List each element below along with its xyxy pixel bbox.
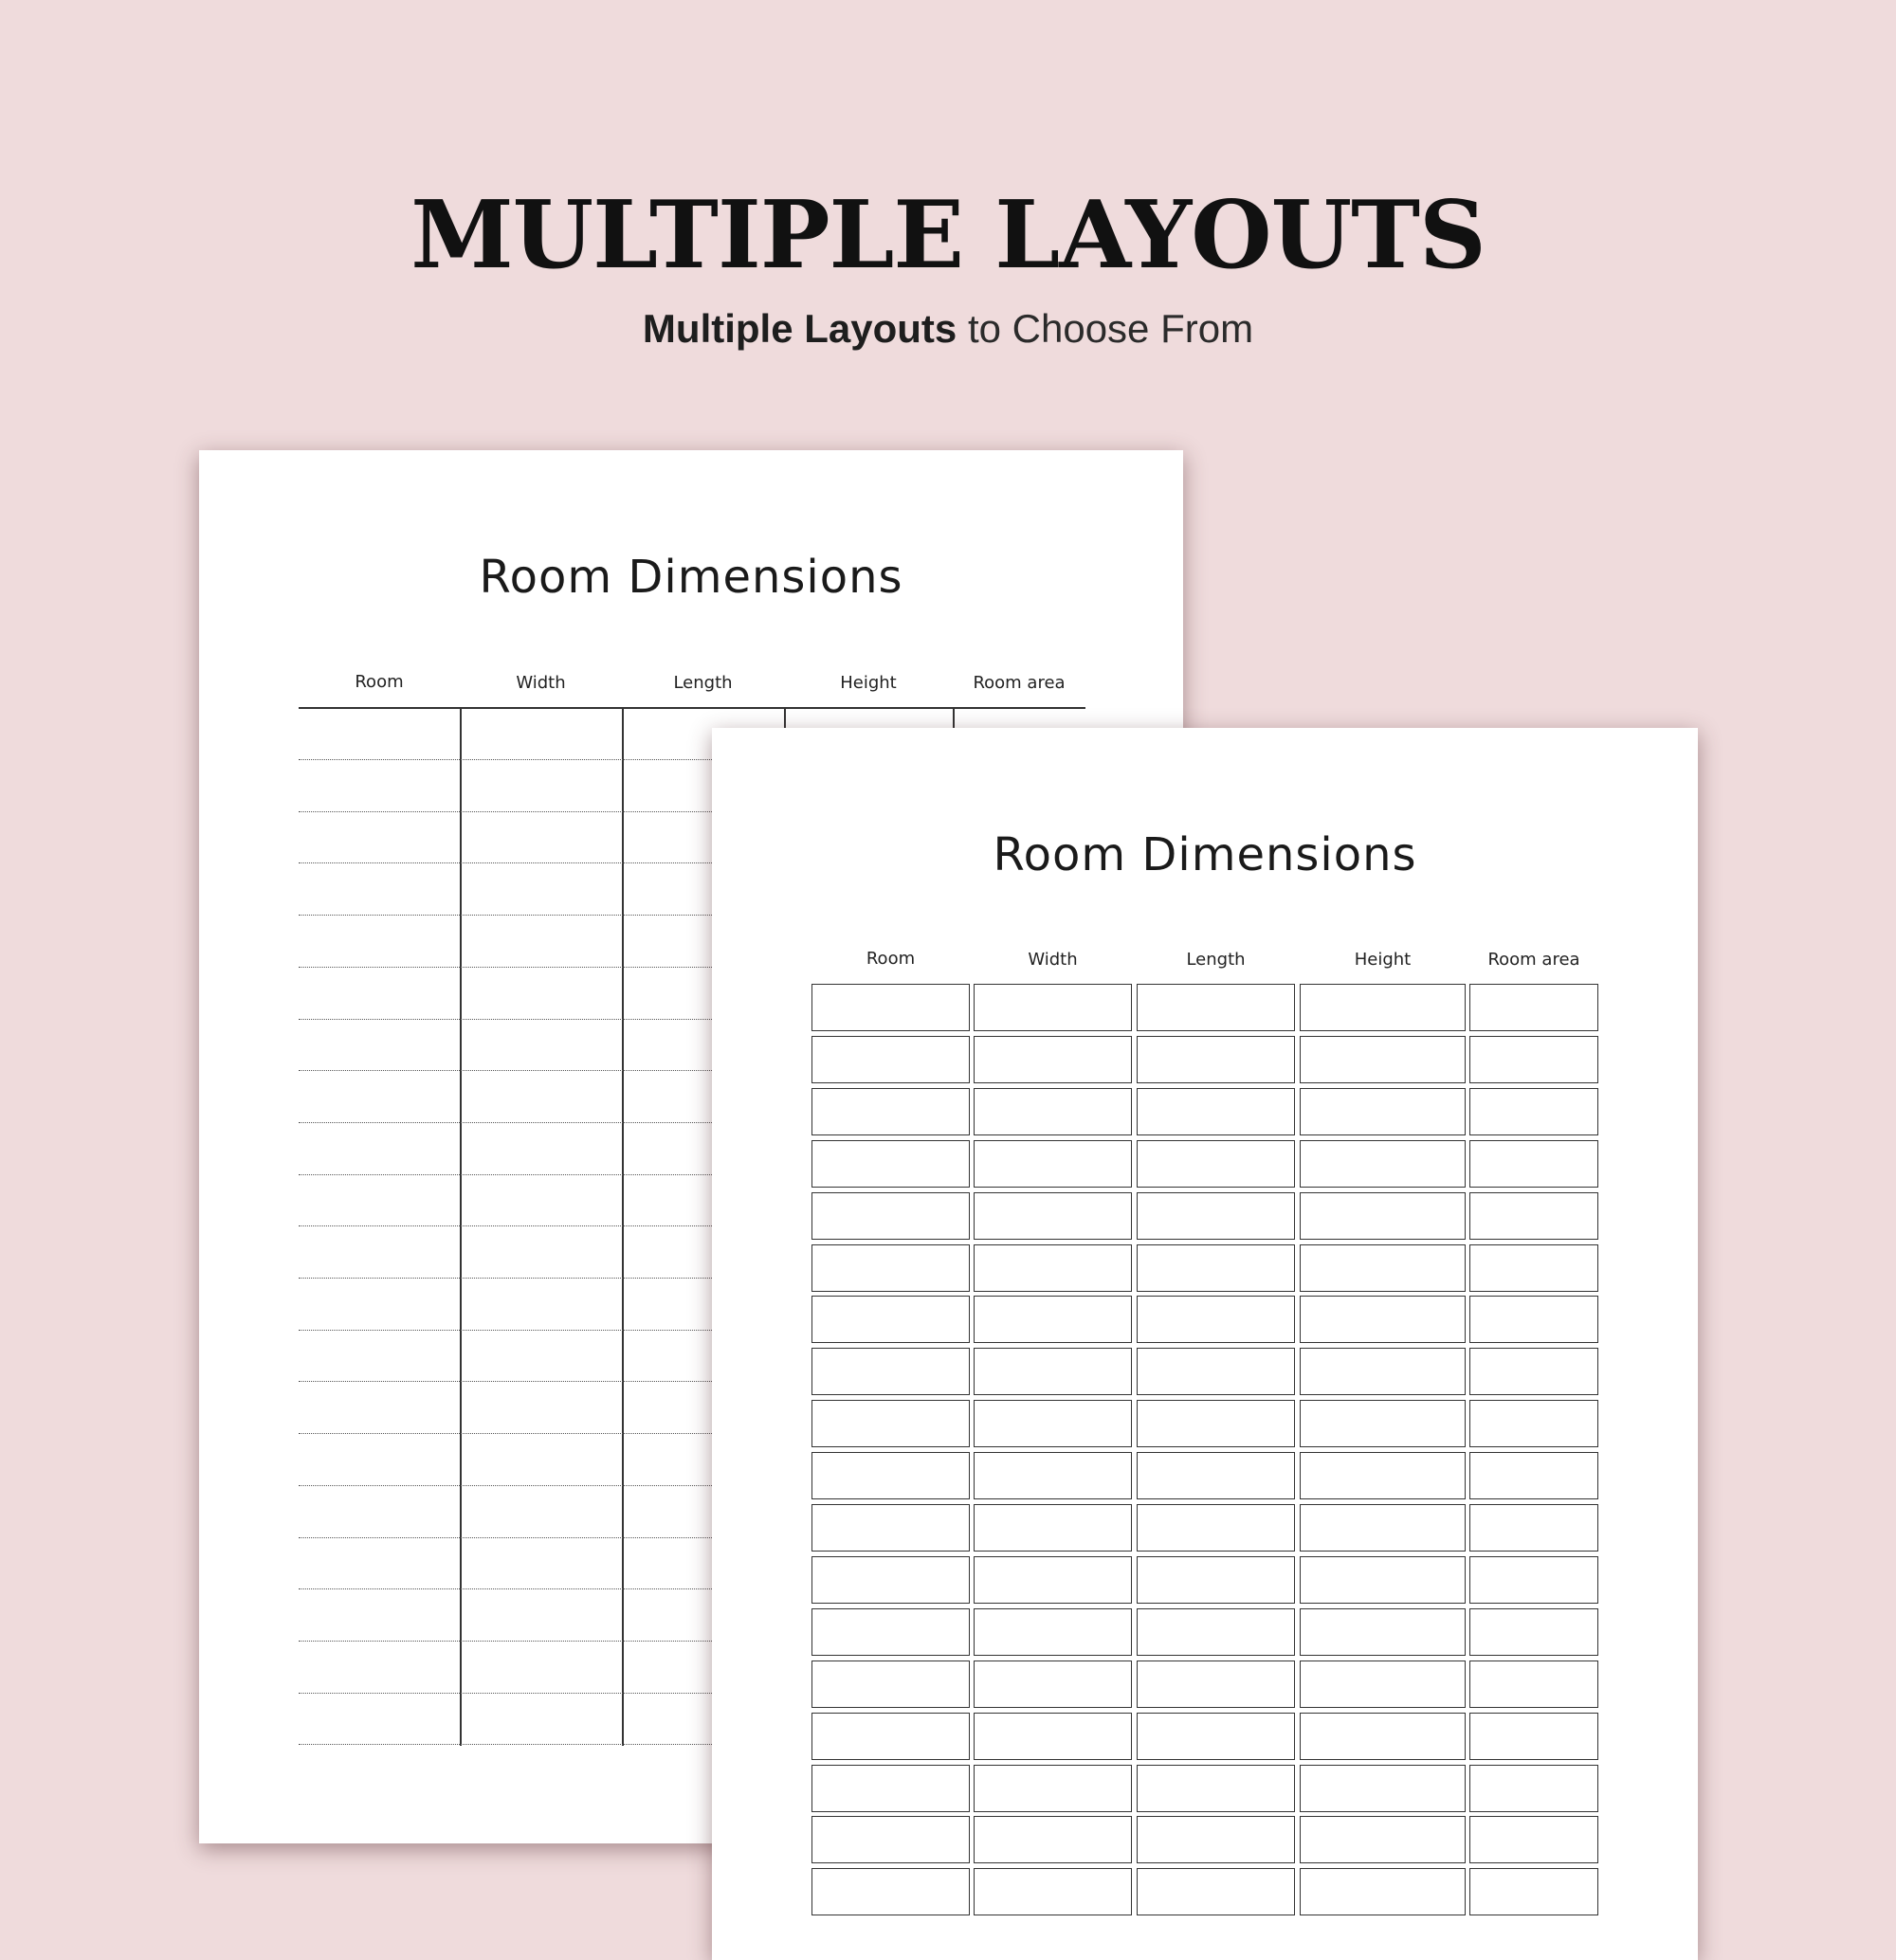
table-cell: [974, 1661, 1132, 1708]
table-cell: [811, 1192, 970, 1240]
table-cell: [1469, 1140, 1598, 1188]
table-cell: [811, 1036, 970, 1083]
table-cell: [811, 1140, 970, 1188]
table-cell: [1300, 1088, 1466, 1135]
table-cell: [1469, 1765, 1598, 1812]
table-cell: [974, 1765, 1132, 1812]
table-cell: [1137, 1036, 1295, 1083]
table-cell: [811, 1713, 970, 1760]
table-cell: [811, 1765, 970, 1812]
table-cell: [1300, 1452, 1466, 1499]
table-cell: [974, 1192, 1132, 1240]
table-cell: [1300, 1348, 1466, 1395]
table-cell: [974, 984, 1132, 1031]
page-title: Room Dimensions: [993, 828, 1417, 881]
table-cell: [1469, 1296, 1598, 1343]
table-cell: [811, 1244, 970, 1292]
column-divider: [460, 709, 462, 1746]
table-cell: [1469, 1452, 1598, 1499]
table-cell: [974, 1713, 1132, 1760]
table-cell: [1469, 1348, 1598, 1395]
table-cell: [974, 1452, 1132, 1499]
table-cell: [974, 1088, 1132, 1135]
column-header-room: Room: [866, 949, 916, 969]
table-cell: [1137, 1816, 1295, 1863]
table-cell: [1300, 1296, 1466, 1343]
table-cell: [811, 1661, 970, 1708]
column-header-room-area: Room area: [973, 673, 1066, 693]
column-header-width: Width: [516, 673, 566, 693]
table-cell: [1300, 1608, 1466, 1656]
column-header-room: Room: [355, 672, 404, 692]
table-cell: [1469, 1661, 1598, 1708]
table-cell: [1300, 1400, 1466, 1447]
table-cell: [1137, 1348, 1295, 1395]
table-cell: [1469, 1192, 1598, 1240]
table-cell: [974, 1504, 1132, 1552]
subheading-rest: to Choose From: [957, 306, 1254, 351]
table-cell: [1469, 1504, 1598, 1552]
table-cell: [974, 1348, 1132, 1395]
column-header-height: Height: [840, 673, 897, 693]
table-cell: [1469, 984, 1598, 1031]
table-cell: [811, 1452, 970, 1499]
column-header-room-area: Room area: [1487, 950, 1580, 970]
table-cell: [1469, 1088, 1598, 1135]
table-cell: [974, 1400, 1132, 1447]
main-heading: MULTIPLE LAYOUTS: [410, 181, 1486, 290]
table-cell: [1300, 1868, 1466, 1915]
table-cell: [811, 1816, 970, 1863]
table-cell: [811, 1504, 970, 1552]
table-cell: [1300, 1504, 1466, 1552]
table-cell: [1137, 984, 1295, 1031]
table-cell: [811, 1868, 970, 1915]
table-cell: [1300, 1036, 1466, 1083]
table-cell: [1137, 1140, 1295, 1188]
table-cell: [1137, 1088, 1295, 1135]
table-cell: [1300, 984, 1466, 1031]
printable-page-boxed: [712, 728, 1698, 1960]
column-header-height: Height: [1354, 950, 1412, 970]
table-cell: [811, 1348, 970, 1395]
table-cell: [811, 1400, 970, 1447]
column-header-length: Length: [1186, 950, 1246, 970]
column-header-length: Length: [673, 673, 733, 693]
table-cell: [811, 984, 970, 1031]
table-cell: [974, 1036, 1132, 1083]
table-cell: [1469, 1608, 1598, 1656]
table-cell: [974, 1296, 1132, 1343]
table-cell: [811, 1088, 970, 1135]
table-cell: [1469, 1036, 1598, 1083]
table-cell: [811, 1608, 970, 1656]
table-cell: [1137, 1765, 1295, 1812]
table-cell: [1300, 1765, 1466, 1812]
table-cell: [1137, 1504, 1295, 1552]
subheading: [0, 306, 1896, 351]
table-cell: [1137, 1192, 1295, 1240]
table-cell: [1137, 1661, 1295, 1708]
table-cell: [1469, 1868, 1598, 1915]
table-cell: [1137, 1244, 1295, 1292]
table-cell: [811, 1296, 970, 1343]
table-cell: [1137, 1556, 1295, 1604]
table-cell: [1469, 1713, 1598, 1760]
table-cell: [1300, 1140, 1466, 1188]
table-cell: [1137, 1296, 1295, 1343]
column-header-width: Width: [1028, 950, 1078, 970]
table-cell: [811, 1556, 970, 1604]
table-cell: [974, 1868, 1132, 1915]
table-cell: [1137, 1400, 1295, 1447]
table-cell: [974, 1608, 1132, 1656]
table-cell: [974, 1556, 1132, 1604]
subheading-bold: Multiple Layouts: [642, 306, 957, 351]
table-cell: [1300, 1192, 1466, 1240]
table-cell: [974, 1140, 1132, 1188]
table-cell: [1469, 1244, 1598, 1292]
table-cell: [1300, 1816, 1466, 1863]
page-title: Room Dimensions: [479, 551, 903, 604]
table-cell: [1137, 1868, 1295, 1915]
table-cell: [1469, 1400, 1598, 1447]
table-cell: [1300, 1244, 1466, 1292]
table-cell: [1300, 1556, 1466, 1604]
table-header-rule: [299, 707, 1085, 709]
table-cell: [974, 1244, 1132, 1292]
table-cell: [974, 1816, 1132, 1863]
table-cell: [1469, 1556, 1598, 1604]
table-cell: [1469, 1816, 1598, 1863]
table-cell: [1137, 1608, 1295, 1656]
table-cell: [1300, 1713, 1466, 1760]
table-cell: [1300, 1661, 1466, 1708]
table-cell: [1137, 1713, 1295, 1760]
column-divider: [622, 709, 624, 1746]
table-cell: [1137, 1452, 1295, 1499]
